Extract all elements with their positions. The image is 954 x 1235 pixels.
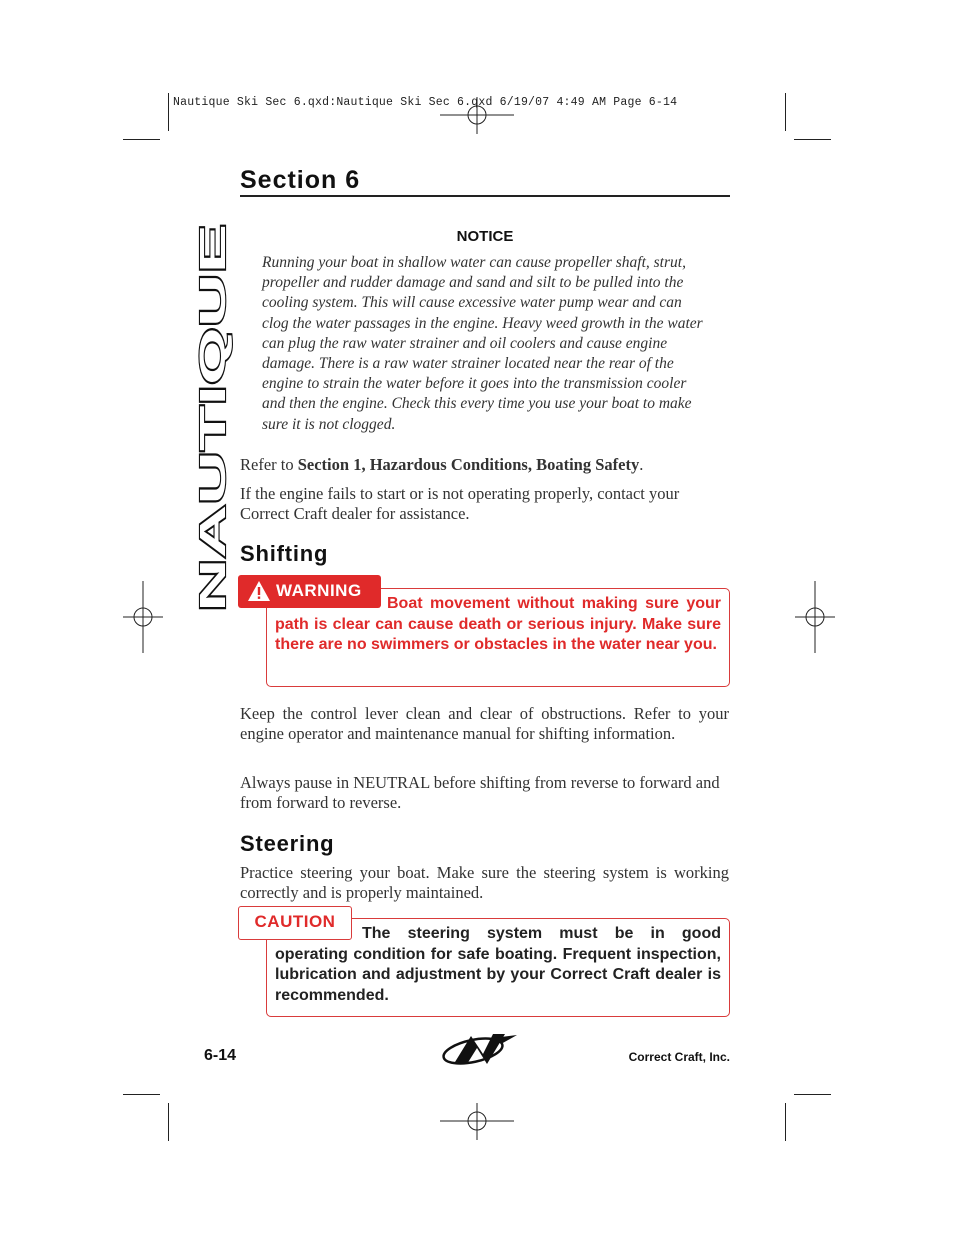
- steering-paragraph: Practice steering your boat. Make sure the steering system is working correctly and is properly maintained.: [240, 863, 729, 902]
- warning-label: WARNING: [276, 581, 362, 600]
- engine-fail-paragraph: If the engine fails to start or is not operating properly, contact your Correct Craft dealer for assistance.: [240, 484, 680, 523]
- caution-label: CAUTION: [254, 912, 336, 931]
- page-number: 6-14: [204, 1047, 237, 1064]
- shifting-paragraph-2: Always pause in NEUTRAL before shifting from reverse to forward and from forward to reverse.: [240, 773, 720, 812]
- caution-text: The steering system must be in good operating condition for safe boating. Frequent inspection, lubrication and adjustment by your Correct Craft dealer is recommended.: [275, 925, 721, 1004]
- shifting-heading: Shifting: [240, 541, 329, 566]
- notice-heading: NOTICE: [456, 228, 514, 245]
- refer-suffix: .: [639, 455, 644, 474]
- section-title: Section 6: [240, 166, 361, 194]
- nautique-logo-icon: [437, 1032, 521, 1066]
- warning-triangle-icon: [247, 579, 271, 603]
- shifting-paragraph-1: Keep the control lever clean and clear of obstructions. Refer to your engine operator and maintenance manual for shifting information.: [240, 704, 729, 743]
- steering-heading: Steering: [240, 831, 335, 856]
- company-name: Correct Craft, Inc.: [628, 1050, 730, 1064]
- brand-vertical-logo: [192, 222, 233, 614]
- print-slug: Nautique Ski Sec 6.qxd:Nautique Ski Sec 6.qxd 6/19/07 4:49 AM Page 6-14: [173, 96, 678, 109]
- brand-vertical-text: NAUTIQUE: [192, 424, 233, 612]
- section-rule: [240, 195, 730, 197]
- notice-body: Running your boat in shallow water can cause propeller shaft, strut, propeller and rudder damage and sand and silt to be pulled into the cooling system. This will cause excessive water pump wear and can clog the water passages in the engine. Heavy weed growth in the water can plug the raw water strainer and oil coolers and cause engine damage. There is a raw water strainer located near the rear of the engine to strain the water before it goes into the transmission cooler and then the engine. Check this every time you use your boat to make sure it is not clogged.: [262, 254, 703, 433]
- refer-paragraph: [240, 455, 729, 475]
- refer-link-text: Section 1, Hazardous Conditions, Boating Safety: [297, 455, 640, 474]
- warning-text: Boat movement without making sure your path is clear can cause death or serious injury. Make sure there are no swimmers or obstacles in the water near you.: [275, 595, 721, 653]
- refer-prefix: Refer to: [240, 455, 298, 474]
